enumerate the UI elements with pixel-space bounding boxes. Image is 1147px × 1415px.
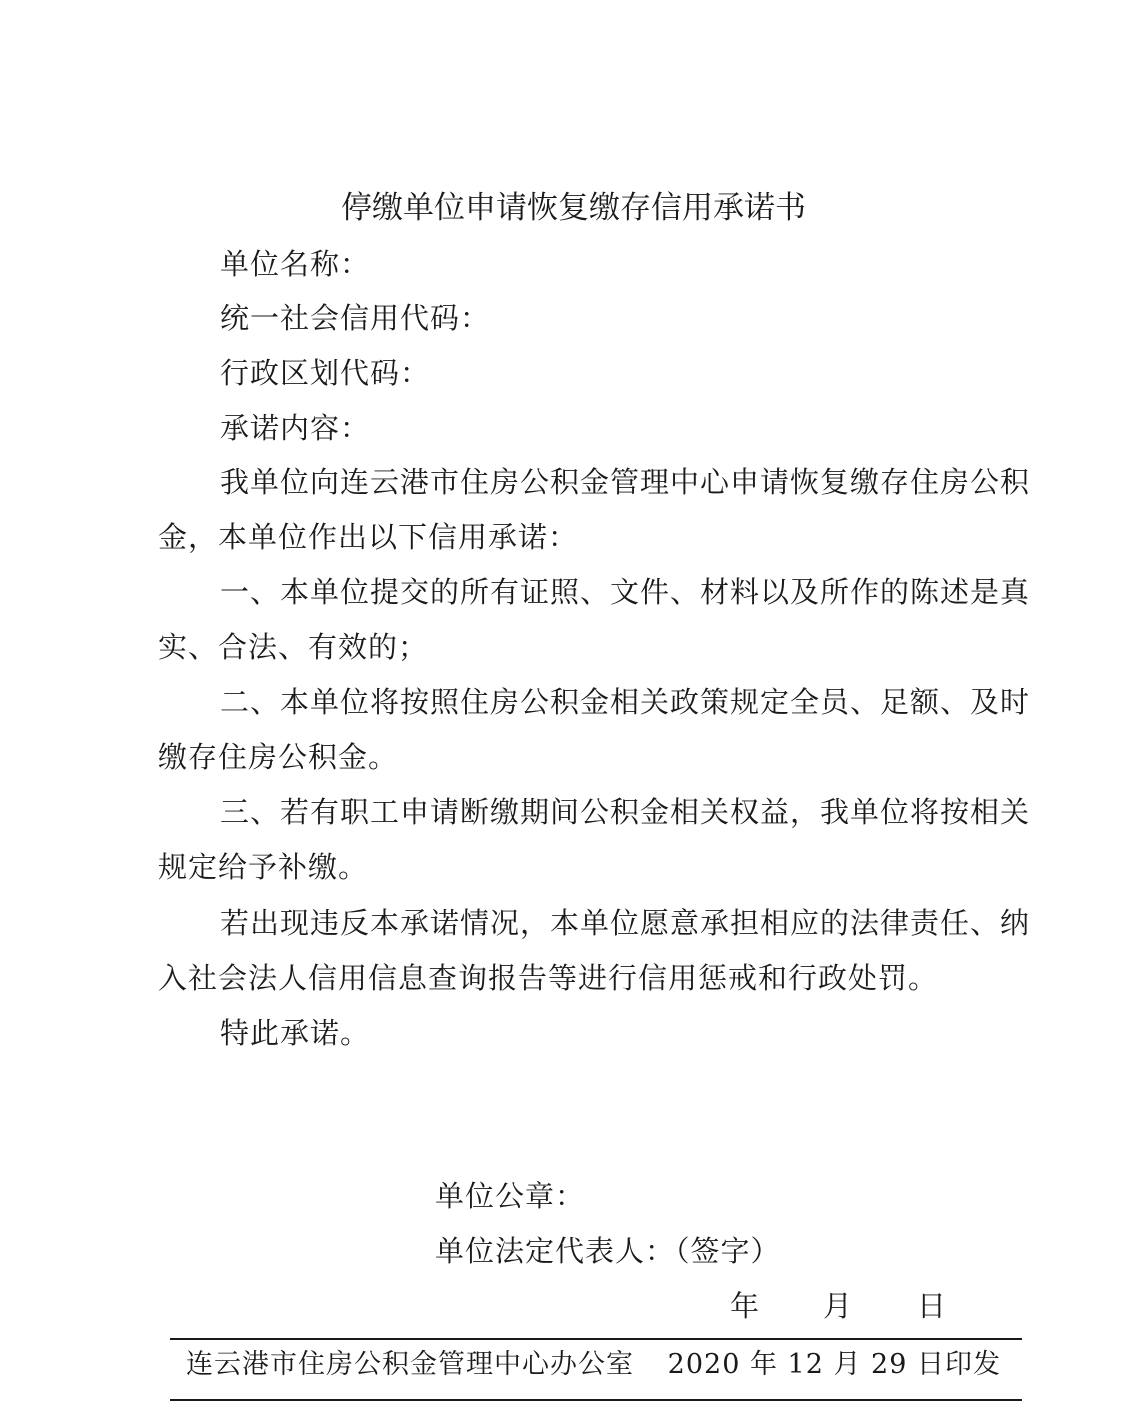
seal-label: 单位公章： [435, 1179, 586, 1213]
legal-rep-label: 单位法定代表人：（签字） [435, 1234, 781, 1268]
paragraph-item-1: 一、本单位提交的所有证照、文件、材料以及所作的陈述是真实、合法、有效的； [158, 575, 1031, 664]
footer-issue-date: 2020 年 12 月 29 日印发 [667, 1349, 1001, 1380]
footer-top-rule [170, 1338, 1022, 1340]
document-title: 停缴单位申请恢复缴存信用承诺书 [341, 190, 806, 226]
date-day-label: 日 [917, 1289, 947, 1323]
date-month-label: 月 [823, 1289, 853, 1323]
paragraph-item-2: 二、本单位将按照住房公积金相关政策规定全员、足额、及时缴存住房公积金。 [158, 685, 1031, 774]
content-label: 承诺内容： [220, 411, 371, 445]
paragraph-item-3: 三、若有职工申请断缴期间公积金相关权益，我单位将按相关规定给予补缴。 [158, 795, 1031, 884]
paragraph-closing: 特此承诺。 [220, 1016, 371, 1050]
footer-bottom-rule [170, 1399, 1022, 1401]
credit-code-label: 统一社会信用代码： [220, 301, 491, 335]
unit-name-label: 单位名称： [220, 247, 371, 281]
paragraph-liability: 若出现违反本承诺情况，本单位愿意承担相应的法律责任、纳入社会法人信用信息查询报告等进行信用惩戒和行政处罚。 [158, 906, 1031, 995]
region-code-label: 行政区划代码： [220, 356, 431, 390]
footer-office: 连云港市住房公积金管理中心办公室 [186, 1349, 634, 1380]
paragraph-intro: 我单位向连云港市住房公积金管理中心申请恢复缴存住房公积金，本单位作出以下信用承诺： [158, 465, 1031, 554]
date-year-label: 年 [730, 1289, 760, 1323]
